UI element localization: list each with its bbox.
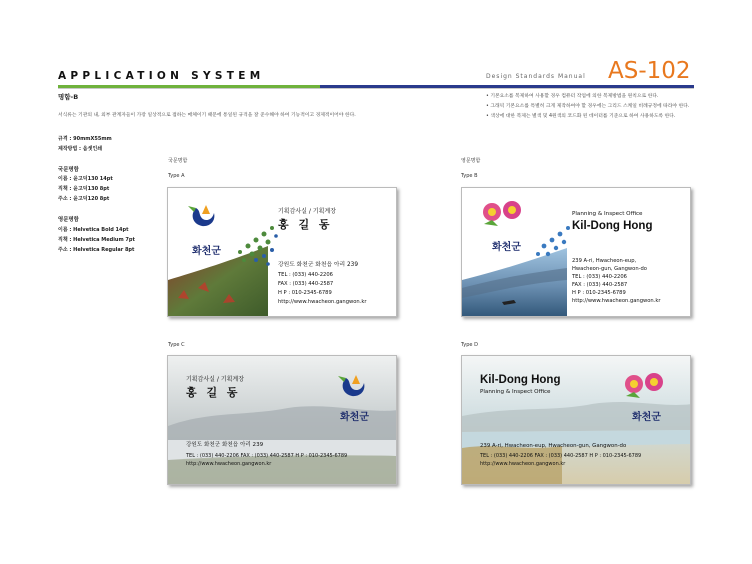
card-d-title: Planning & Inspect Office — [480, 389, 551, 395]
spec-en-line: 이름 : Helvetica Bold 14pt — [58, 227, 129, 233]
card-b-hp: H P : 010-2345-6789 — [572, 290, 626, 296]
card-b-fax: FAX : (033) 440-2587 — [572, 282, 628, 288]
spec-size: 규격 : 90mmX55mm — [58, 136, 112, 142]
spec-en-group: 영문명함 — [58, 217, 79, 223]
type-b-label: Type B — [461, 173, 478, 179]
section-notes — [486, 92, 689, 122]
card-b-name: Kil-Dong Hong — [572, 220, 653, 232]
card-c-contact: TEL : (033) 440-2206 FAX : (033) 440-2587 H P : 010-2345-6789 — [186, 453, 348, 459]
card-a-hp: H P : 010-2345-6789 — [278, 290, 332, 296]
business-card-type-d — [461, 355, 691, 485]
spec-en-line: 주소 : Helvetica Regular 8pt — [58, 247, 135, 253]
business-card-type-c — [167, 355, 397, 485]
spec-print: 제작방법 : 옵셋인쇄 — [58, 146, 103, 152]
manual-label: Design Standards Manual — [486, 73, 586, 80]
spec-kr-line: 이름 : 윤고딕130 14pt — [58, 176, 113, 182]
note-item: • 색상에 대한 복제는 별색 및 4원색의 코드화 된 데이터를 기준으로 하여 사용하도록 한다. — [486, 114, 676, 119]
card-b-title: Planning & Inspect Office — [572, 211, 643, 217]
card-c-url: http://www.hwacheon.gangwon.kr — [186, 461, 272, 467]
card-a-logo-text: 화천군 — [192, 246, 221, 257]
card-b-url: http://www.hwacheon.gangwon.kr — [572, 298, 661, 304]
header-rule-thin — [58, 88, 694, 89]
card-b-logo-text: 화천군 — [492, 242, 521, 253]
card-a-address: 강원도 화천군 화천읍 아리 239 — [278, 262, 359, 268]
card-c-title: 기획감사실 / 기획계장 — [186, 376, 245, 383]
spec-en-line: 직책 : Helvetica Medium 7pt — [58, 237, 135, 243]
page-code: AS-102 — [608, 58, 691, 84]
section-subhead: 명함-B — [58, 93, 79, 101]
card-a-title: 기획감사실 / 기획계장 — [278, 208, 337, 215]
card-d-logo-text: 화천군 — [632, 412, 661, 423]
card-a-tel: TEL : (033) 440-2206 — [278, 272, 333, 278]
type-c-label: Type C — [168, 342, 185, 348]
card-d-address: 239 A-ri, Hwacheon-eup, Hwacheon-gun, Gangwon-do — [480, 443, 627, 449]
card-d-url: http://www.hwacheon.gangwon.kr — [480, 461, 566, 467]
card-c-address: 강원도 화천군 화천읍 아리 239 — [186, 442, 264, 448]
flower-mascot-icon — [483, 201, 521, 226]
note-item: • 그래픽 기본요소를 특별히 크게 제작하여야 할 경우에는 그리드 스케일 비례규정에 따라야 한다. — [486, 104, 690, 109]
en-card-label: 영문명함 — [461, 158, 481, 164]
card-b-tel: TEL : (033) 440-2206 — [572, 274, 627, 280]
business-card-type-b — [461, 187, 691, 317]
type-d-label: Type D — [461, 342, 478, 348]
card-a-url: http://www.hwacheon.gangwon.kr — [278, 299, 367, 305]
note-item: • 기본요소를 복제하여 사용할 경우 컴퓨터 작업에 의한 복제방법을 원칙으로 한다. — [486, 94, 659, 99]
section-description: 서식류는 기관의 내, 외부 관계자들이 가장 일상적으로 접하는 매체이기 때문에 통일된 규격을 잘 준수해야 하여 기능적이고 경제적이어야 한다. — [58, 113, 356, 118]
card-a-fax: FAX : (033) 440-2587 — [278, 281, 334, 287]
type-a-label: Type A — [168, 173, 185, 179]
card-d-contact: TEL : (033) 440-2206 FAX : (033) 440-2587 H P : 010-2345-6789 — [480, 453, 642, 459]
card-b-addr2: Hwacheon-gun, Gangwon-do — [572, 266, 647, 272]
card-c-name: 홍 길 동 — [186, 386, 241, 399]
kr-card-label: 국문명함 — [168, 158, 188, 164]
card-a-name: 홍 길 동 — [278, 218, 333, 231]
card-b-addr1: 239 A-ri, Hwacheon-eup, — [572, 258, 637, 264]
spec-kr-line: 주소 : 윤고딕120 8pt — [58, 196, 110, 202]
card-c-logo-text: 화천군 — [340, 412, 369, 423]
card-d-name: Kil-Dong Hong — [480, 374, 561, 386]
page-title: APPLICATION SYSTEM — [58, 70, 265, 82]
spec-kr-line: 직책 : 윤고딕130 8pt — [58, 186, 110, 192]
hwacheon-logo-icon — [188, 205, 214, 226]
business-card-type-a — [167, 187, 397, 317]
spec-kr-group: 국문명함 — [58, 167, 79, 173]
